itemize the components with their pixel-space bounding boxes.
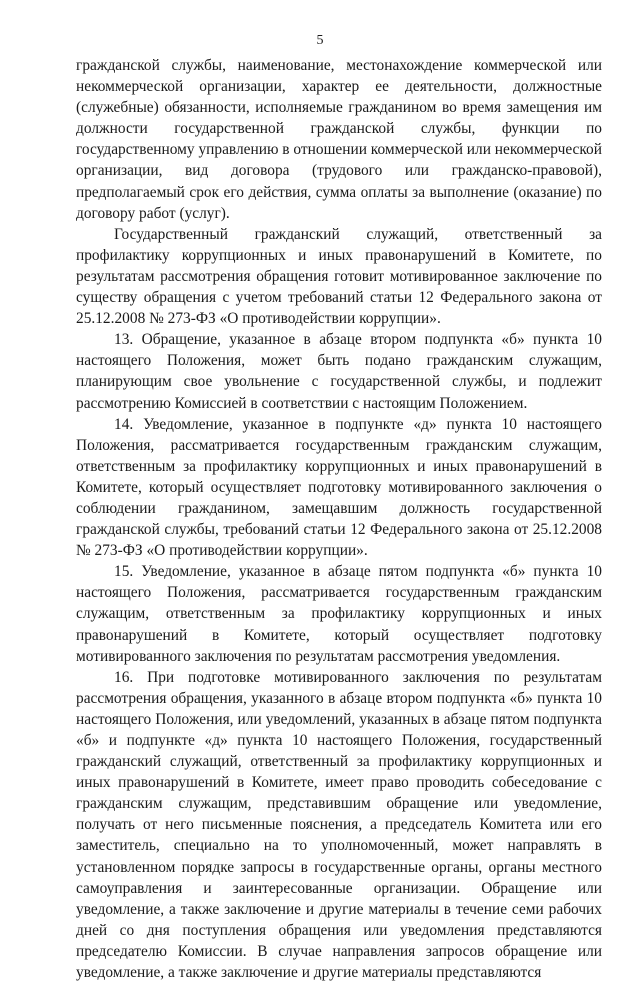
paragraph-item-13: 13. Обращение, указанное в абзаце втором подпункта «б» пункта 10 настоящего Положения, может быть подано гражданским служащим, планирующим свое увольнение с государственной службы, и подлежит рассмотрению Комиссией в соответствии с настоящим Положением.	[76, 331, 602, 412]
paragraph-item-14: 14. Уведомление, указанное в подпункте «д» пункта 10 настоящего Положения, рассматривается государственным гражданским служащим, ответственным за профилактику коррупционных и иных правонарушений в Комитете, который осуществляет подготовку мотивированного заключения о соблюдении гражданином, замещавшим должность государственной гражданской службы, требований статьи 12 Федерального закона от 25.12.2008 № 273-ФЗ «О противодействии коррупции».	[76, 415, 602, 560]
paragraph-item-16: 16. При подготовке мотивированного заключения по результатам рассмотрения обращения, указанного в абзаце втором подпункта «б» пункта 10 настоящего Положения, или уведомлений, указанных в абзаце пятом подпункта «б» и подпункте «д» пункта 10 настоящего Положения, государственный гражданский служащий, ответственный за профилактику коррупционных и иных правонарушений в Комитете, имеет право проводить собеседование с гражданским служащим, представившим обращение или уведомление, получать от него письменные пояснения, а председатель Комитета или его заместитель, специально на то уполномоченный, может направлять в установленном порядке запросы в государственные органы, органы местного самоуправления и заинтересованные организации. Обращение или уведомление, а также заключение и другие материалы в течение семи рабочих дней со дня поступления обращения или уведомления представляются председателю Комиссии. В случае направления запросов обращение или уведомление, а также заключение и другие материалы представляются	[76, 668, 602, 982]
document-body	[76, 55, 602, 983]
paragraph-continuation: гражданской службы, наименование, местонахождение коммерческой или некоммерческой организации, характер ее деятельности, должностные (служебные) обязанности, исполняемые гражданином во время замещения им должности государственной гражданской службы, функции по государственному управлению в отношении коммерческой или некоммерческой организации, вид договора (трудового или гражданско-правовой), предполагаемый срок его действия, сумма оплаты за выполнение (оказание) по договору работ (услуг).	[76, 57, 602, 222]
page-number: 5	[316, 33, 324, 48]
paragraph-responsible-official: Государственный гражданский служащий, ответственный за профилактику коррупционных и иных правонарушений в Комитете, по результатам рассмотрения обращения готовит мотивированное заключение по существу обращения с учетом требований статьи 12 Федерального закона от 25.12.2008 № 273-ФЗ «О противодействии коррупции».	[76, 225, 602, 328]
paragraph-item-15: 15. Уведомление, указанное в абзаце пятом подпункта «б» пункта 10 настоящего Положения, рассматривается государственным гражданским служащим, ответственным за профилактику коррупционных и иных правонарушений в Комитете, который осуществляет подготовку мотивированного заключения по результатам рассмотрения уведомления.	[76, 563, 602, 665]
